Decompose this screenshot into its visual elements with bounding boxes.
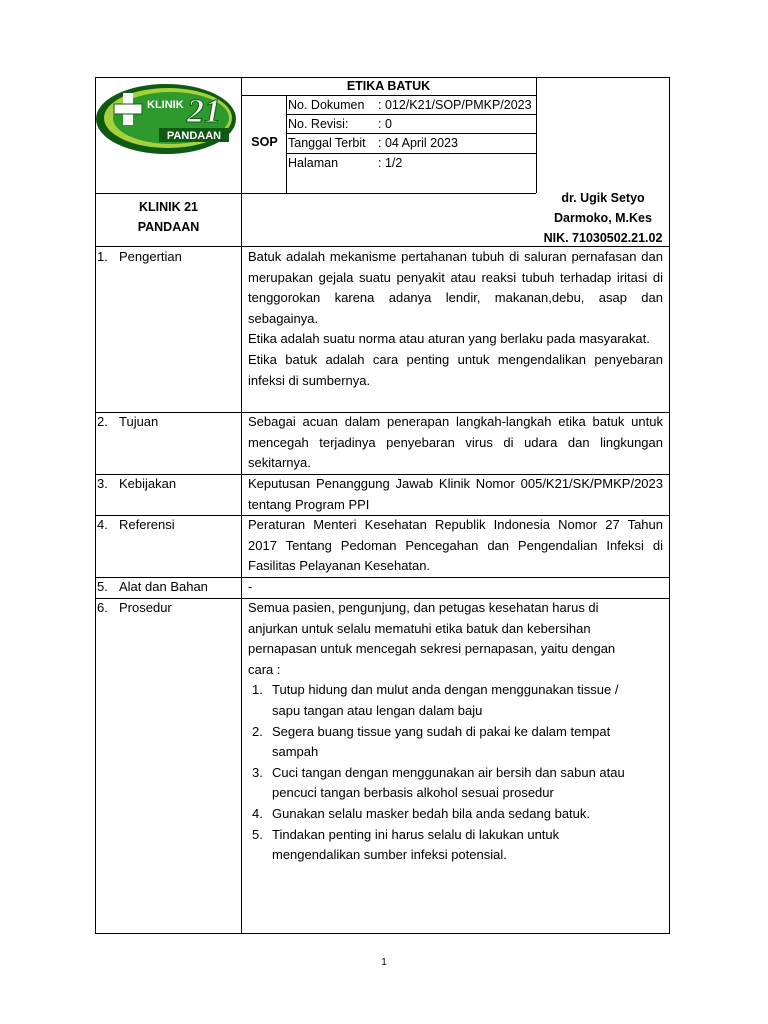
section-content-alat-bahan <box>248 577 663 598</box>
signer-block <box>537 188 669 248</box>
field-value-revision: : 0 <box>378 117 392 131</box>
paragraph: Batuk adalah mekanisme pertahanan tubuh di saluran pernafasan dan merupakan gejala suatu penyakit atau reaksi tubuh terhadap iritasi di tenggorokan karena adanya lendir, makanan,debu, asap dan sebagainya. <box>248 249 663 326</box>
section-label-kebijakan: Kebijakan <box>119 476 177 491</box>
page-number: 1 <box>381 957 387 968</box>
section-label-pengertian: Pengertian <box>119 249 182 264</box>
header-mid-line <box>95 193 536 194</box>
step-number: 2. <box>252 723 263 739</box>
section-label-alat-bahan: Alat dan Bahan <box>119 579 208 594</box>
field-value-document-no: : 012/K21/SOP/PMKP/2023 <box>378 98 532 112</box>
section-label-tujuan: Tujuan <box>119 414 159 429</box>
section-number: 1. <box>97 249 108 264</box>
logo-number-text: 21 <box>187 93 221 130</box>
clinic-name-line2: PANDAAN <box>137 220 200 234</box>
step-text: Segera buang tissue yang sudah di pakai ke dalam tempat sampah <box>272 723 611 760</box>
sop-divider <box>286 95 287 193</box>
section-content-referensi <box>248 515 663 577</box>
paragraph: Keputusan Penanggung Jawab Klinik Nomor 005/K21/SK/PMKP/2023 tentang Program PPI <box>248 476 663 512</box>
section-content-pengertian <box>248 247 663 391</box>
section-number: 4. <box>97 517 108 532</box>
section-number: 6. <box>97 600 108 615</box>
step-number: 5. <box>252 826 263 842</box>
list-item <box>248 825 638 866</box>
section-number: 3. <box>97 476 108 491</box>
clinic-name-line1: KLINIK 21 <box>138 200 199 214</box>
section-content-kebijakan <box>248 474 663 515</box>
paragraph: Peraturan Menteri Kesehatan Republik Indonesia Nomor 27 Tahun 2017 Tentang Pedoman Pencegahan dan Pengendalian Infeksi di Fasilitas Pelayanan Kesehatan. <box>248 517 663 574</box>
section-number: 5. <box>97 579 108 594</box>
field-label-document-no: No. Dokumen <box>288 98 365 112</box>
field-label-revision: No. Revisi: <box>288 117 349 131</box>
field-value-issue-date: : 04 April 2023 <box>378 136 458 150</box>
header-divider-right <box>536 77 537 193</box>
section-label-prosedur: Prosedur <box>119 600 172 615</box>
signer-nik: NIK. 71030502.21.02 <box>543 231 663 245</box>
paragraph: Etika adalah suatu norma atau aturan yang berlaku pada masyarakat. <box>248 331 650 347</box>
procedure-steps <box>248 680 638 865</box>
field-value-page: : 1/2 <box>378 156 403 170</box>
list-item <box>248 680 638 721</box>
list-item <box>248 804 638 825</box>
clinic-logo <box>95 82 237 156</box>
signer-name-line2: Darmoko, M.Kes <box>554 211 652 225</box>
list-item <box>248 722 638 763</box>
step-text: Tutup hidung dan mulut anda dengan menggunakan tissue / sapu tangan atau lengan dalam baju <box>272 682 619 718</box>
field-label-issue-date: Tanggal Terbit <box>288 136 366 150</box>
sop-label: SOP <box>251 135 278 149</box>
step-number: 3. <box>252 764 263 780</box>
step-number: 4. <box>252 805 263 821</box>
step-number: 1. <box>252 682 263 698</box>
signer-name-line1: dr. Ugik Setyo <box>561 191 645 205</box>
document-title: ETIKA BATUK <box>346 79 431 93</box>
frame-right <box>669 77 670 934</box>
procedure-intro: Semua pasien, pengunjung, dan petugas kesehatan harus di anjurkan untuk selalu mematuhi etika batuk dan kebersihan pernapasan untuk mencegah sekresi pernapasan, yaitu dengan cara : <box>248 600 616 677</box>
paragraph: - <box>248 579 253 594</box>
step-text: Gunakan selalu masker bedah bila anda sedang batuk. <box>272 805 590 821</box>
paragraph: Sebagai acuan dalam penerapan langkah-langkah etika batuk untuk mencegah terjadinya penyebaran virus di udara dan lingkungan sekitarnya. <box>248 414 663 471</box>
step-text: Cuci tangan dengan menggunakan air bersih dan sabun atau pencuci tangan berbasis alkohol sesuai prosedur <box>272 764 625 801</box>
section-content-prosedur <box>248 598 638 866</box>
frame-bottom <box>95 933 670 934</box>
step-text: Tindakan penting ini harus selalu di lakukan untuk mengendalikan sumber infeksi potensial. <box>272 826 560 863</box>
logo-pandaan-text: PANDAAN <box>166 130 222 142</box>
section-label-referensi: Referensi <box>119 517 175 532</box>
section-content-tujuan <box>248 412 663 474</box>
column-divider <box>241 77 242 934</box>
paragraph: Etika batuk adalah cara penting untuk mengendalikan penyebaran infeksi di sumbernya. <box>248 351 663 388</box>
section-number: 2. <box>97 414 108 429</box>
logo-klinik-text: KLINIK <box>147 99 184 111</box>
field-label-page: Halaman <box>288 156 339 170</box>
clinic-name <box>96 197 241 237</box>
list-item <box>248 763 638 804</box>
